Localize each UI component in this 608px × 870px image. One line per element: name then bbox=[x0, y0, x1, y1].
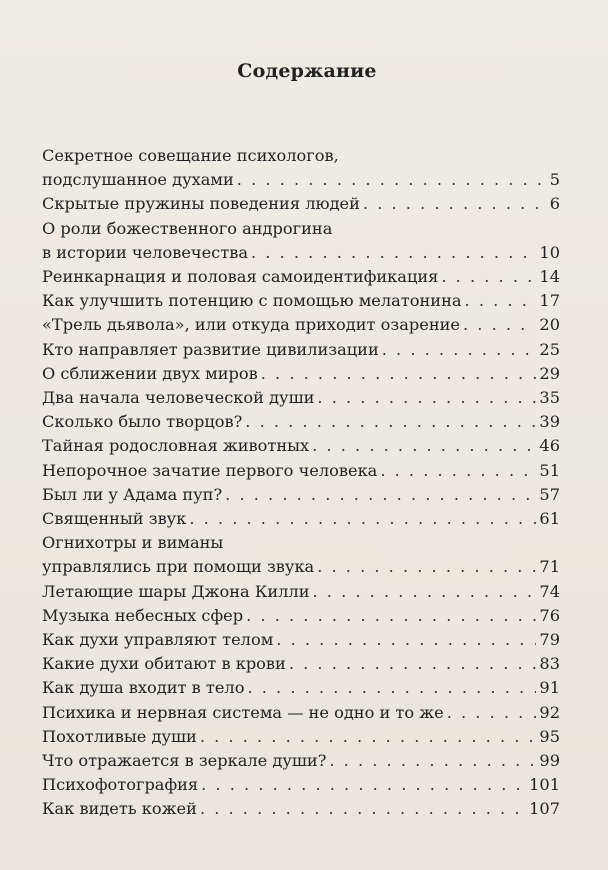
page-title: Содержание bbox=[237, 60, 377, 82]
toc-entry-title: Что отражается в зеркале души? bbox=[42, 751, 327, 771]
dot-leader bbox=[317, 555, 536, 579]
toc-entry bbox=[42, 580, 560, 604]
toc-entry-title: Какие духи обитают в крови bbox=[42, 654, 286, 674]
toc-entry-title-part: О роли божественного андрогина bbox=[42, 218, 333, 238]
toc-entry-title: Психофотография bbox=[42, 775, 199, 795]
toc-entry-line bbox=[42, 701, 560, 725]
toc-entry-line bbox=[42, 773, 560, 797]
dot-leader bbox=[201, 773, 526, 797]
dot-leader bbox=[245, 410, 536, 434]
toc-entry bbox=[42, 217, 560, 265]
toc-entry bbox=[42, 531, 560, 579]
toc-entry-title: Как улучшить потенцию с помощью мелатонина bbox=[42, 291, 462, 311]
dot-leader bbox=[441, 265, 536, 289]
toc-entry-title: Сколько было творцов? bbox=[42, 412, 243, 432]
toc-entry-line bbox=[42, 362, 560, 386]
toc-page-number: 39 bbox=[539, 412, 560, 432]
toc-entry-title: Реинкарнация и половая самоидентификация bbox=[42, 267, 439, 287]
toc-page-number: 10 bbox=[539, 242, 560, 262]
toc-entry-line bbox=[42, 289, 560, 313]
toc-entry bbox=[42, 434, 560, 458]
toc-page-number: 99 bbox=[539, 751, 560, 771]
toc-page-number: 61 bbox=[539, 509, 560, 529]
toc-entry-title-part: Секретное совещание психологов, bbox=[42, 146, 339, 165]
toc-entry-title: Музыка небесных сфер bbox=[42, 605, 244, 625]
toc-entry-line bbox=[42, 168, 560, 192]
toc-entry bbox=[42, 773, 560, 797]
toc-entry bbox=[42, 676, 560, 700]
dot-leader bbox=[261, 362, 537, 386]
dot-leader bbox=[313, 580, 537, 604]
toc-entry bbox=[42, 459, 560, 483]
dot-leader bbox=[465, 289, 537, 313]
toc-entry-first-line bbox=[42, 531, 560, 555]
dot-leader bbox=[225, 483, 536, 507]
toc-page-number: 76 bbox=[539, 605, 560, 625]
toc-entry bbox=[42, 701, 560, 725]
toc-entry-line bbox=[42, 604, 560, 628]
toc-entry-title: Был ли у Адама пуп? bbox=[42, 484, 223, 504]
toc-entry bbox=[42, 749, 560, 773]
toc-entry-title: Как душа входит в тело bbox=[42, 678, 245, 698]
dot-leader bbox=[317, 386, 536, 410]
toc-entry bbox=[42, 628, 560, 652]
toc-entry bbox=[42, 386, 560, 410]
toc-entry-line bbox=[42, 483, 560, 507]
toc-entry-line bbox=[42, 749, 560, 773]
table-of-contents bbox=[42, 144, 560, 822]
toc-page-number: 46 bbox=[539, 436, 560, 456]
toc-entry-title: Священный звук bbox=[42, 509, 187, 529]
dot-leader bbox=[380, 459, 536, 483]
toc-entry-title: Летающие шары Джона Килли bbox=[42, 581, 310, 601]
toc-entry bbox=[42, 265, 560, 289]
toc-entry-title-part: Огнихотры и виманы bbox=[42, 533, 224, 553]
dot-leader bbox=[246, 604, 536, 628]
dot-leader bbox=[447, 701, 537, 725]
toc-page-number: 5 bbox=[549, 170, 560, 190]
toc-entry-line bbox=[42, 313, 560, 337]
toc-entry-line bbox=[42, 241, 560, 265]
toc-page-number: 25 bbox=[539, 339, 560, 359]
toc-entry-first-line bbox=[42, 217, 560, 241]
toc-entry-line bbox=[42, 676, 560, 700]
toc-entry-title: Непорочное зачатие первого человека bbox=[42, 460, 378, 480]
toc-entry-first-line bbox=[42, 144, 560, 168]
toc-page-number: 79 bbox=[539, 630, 560, 650]
toc-entry bbox=[42, 338, 560, 362]
toc-entry-line bbox=[42, 797, 560, 821]
dot-leader bbox=[329, 749, 536, 773]
toc-entry-title: Похотливые души bbox=[42, 726, 197, 746]
toc-entry bbox=[42, 313, 560, 337]
toc-entry-title: управлялись при помощи звука bbox=[42, 557, 315, 577]
toc-page-number: 71 bbox=[539, 557, 560, 577]
dot-leader bbox=[189, 507, 536, 531]
dot-leader bbox=[251, 241, 536, 265]
toc-entry bbox=[42, 797, 560, 821]
toc-page-number: 6 bbox=[549, 194, 560, 214]
toc-entry-line bbox=[42, 652, 560, 676]
toc-page-number: 83 bbox=[539, 654, 560, 674]
dot-leader bbox=[312, 434, 536, 458]
toc-page-number: 29 bbox=[539, 363, 560, 383]
toc-entry bbox=[42, 410, 560, 434]
toc-entry bbox=[42, 289, 560, 313]
toc-entry-line bbox=[42, 265, 560, 289]
toc-entry-line bbox=[42, 386, 560, 410]
dot-leader bbox=[382, 338, 537, 362]
toc-page-number: 57 bbox=[539, 484, 560, 504]
dot-leader bbox=[247, 676, 536, 700]
dot-leader bbox=[276, 628, 536, 652]
toc-entry-title: Скрытые пружины поведения людей bbox=[42, 194, 360, 214]
toc-page-number: 92 bbox=[539, 702, 560, 722]
toc-entry bbox=[42, 652, 560, 676]
toc-page-number: 35 bbox=[539, 388, 560, 408]
dot-leader bbox=[363, 192, 547, 216]
toc-page-number: 101 bbox=[529, 775, 560, 795]
toc-page-number: 95 bbox=[539, 726, 560, 746]
toc-entry bbox=[42, 483, 560, 507]
toc-entry-line bbox=[42, 192, 560, 216]
toc-page-number: 107 bbox=[529, 799, 560, 819]
toc-entry-title: в истории человечества bbox=[42, 242, 248, 262]
toc-entry-title: О сближении двух миров bbox=[42, 363, 258, 383]
toc-entry-line bbox=[42, 459, 560, 483]
toc-entry-title: Тайная родословная животных bbox=[42, 436, 310, 456]
toc-entry-title: Два начала человеческой души bbox=[42, 388, 315, 408]
toc-page-number: 91 bbox=[539, 678, 560, 698]
toc-entry-line bbox=[42, 725, 560, 749]
toc-entry-title: Как видеть кожей bbox=[42, 799, 197, 819]
dot-leader bbox=[463, 313, 536, 337]
toc-entry-title: «Трель дьявола», или откуда приходит озарение bbox=[42, 315, 460, 335]
toc-entry-line bbox=[42, 410, 560, 434]
toc-entry bbox=[42, 604, 560, 628]
dot-leader bbox=[237, 168, 547, 192]
toc-entry-line bbox=[42, 628, 560, 652]
toc-entry-line bbox=[42, 555, 560, 579]
toc-entry-line bbox=[42, 434, 560, 458]
toc-entry-line bbox=[42, 338, 560, 362]
toc-entry bbox=[42, 725, 560, 749]
toc-entry-title: Психика и нервная система — не одно и то же bbox=[42, 702, 444, 722]
toc-entry bbox=[42, 144, 560, 192]
toc-entry-line bbox=[42, 507, 560, 531]
toc-page-number: 74 bbox=[539, 581, 560, 601]
toc-page-number: 14 bbox=[539, 267, 560, 287]
dot-leader bbox=[200, 725, 537, 749]
toc-page-number: 17 bbox=[539, 291, 560, 311]
dot-leader bbox=[289, 652, 537, 676]
toc-page-number: 51 bbox=[539, 460, 560, 480]
toc-entry-title: Как духи управляют телом bbox=[42, 630, 274, 650]
toc-page-number: 20 bbox=[539, 315, 560, 335]
toc-entry bbox=[42, 362, 560, 386]
toc-entry bbox=[42, 507, 560, 531]
toc-entry-title: подслушанное духами bbox=[42, 170, 234, 190]
toc-entry bbox=[42, 192, 560, 216]
dot-leader bbox=[200, 797, 526, 821]
toc-entry-line bbox=[42, 580, 560, 604]
toc-entry-title: Кто направляет развитие цивилизации bbox=[42, 339, 379, 359]
